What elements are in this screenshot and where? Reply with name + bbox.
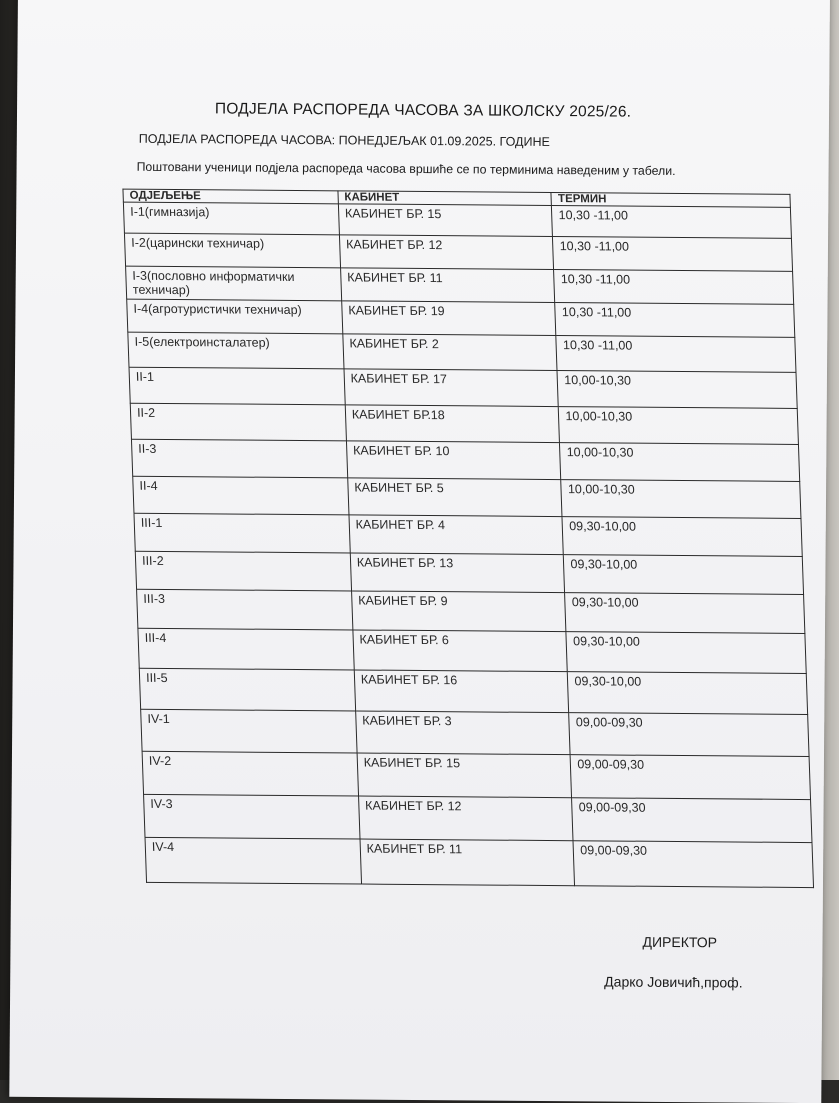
cell-department: IV-3: [144, 794, 360, 839]
cell-cabinet: КАБИНЕТ БР. 13: [350, 553, 565, 593]
cell-cabinet: КАБИНЕТ БР.18: [345, 405, 560, 443]
table-body: [123, 202, 813, 887]
cell-time: 10,30 -11,00: [552, 206, 792, 239]
cell-cabinet: КАБИНЕТ БР. 10: [346, 441, 561, 480]
cell-department: III-2: [135, 551, 351, 591]
cell-department: I-3(пословно информатички техничар): [126, 266, 342, 301]
cell-cabinet: КАБИНЕТ БР. 3: [355, 711, 570, 755]
table-row: [142, 751, 810, 799]
document-title: ПОДЈЕЛА РАСПОРЕДА ЧАСОВА ЗА ШКОЛСКУ 2025/26.: [214, 100, 632, 121]
cell-time: 09,00-09,30: [573, 841, 813, 888]
cell-time: 09,00-09,30: [569, 713, 809, 757]
cell-department: II-3: [131, 439, 347, 478]
cell-time: 09,30-10,00: [568, 672, 808, 715]
table-row: [139, 668, 807, 714]
cell-time: 10,30 -11,00: [555, 303, 795, 338]
cell-department: III-4: [138, 628, 354, 670]
cell-cabinet: КАБИНЕТ БР. 15: [338, 204, 553, 237]
table-row: [127, 299, 795, 337]
cell-cabinet: КАБИНЕТ БР. 12: [339, 235, 554, 270]
table-row: [135, 551, 803, 594]
cell-department: I-4(агротуристички техничар): [127, 299, 343, 334]
cell-department: IV-1: [141, 709, 357, 753]
cell-department: II-1: [129, 367, 345, 405]
cell-cabinet: КАБИНЕТ БР. 4: [349, 515, 564, 555]
cell-cabinet: КАБИНЕТ БР. 6: [353, 630, 568, 672]
cell-time: 10,00-10,30: [561, 480, 801, 519]
cell-time: 09,30-10,00: [564, 555, 804, 595]
table-row: [131, 439, 799, 481]
cell-cabinet: КАБИНЕТ БР. 5: [348, 478, 563, 517]
table-row: [133, 476, 801, 518]
cell-time: 10,30 -11,00: [553, 237, 793, 272]
header-cabinet: КАБИНЕТ: [338, 191, 552, 206]
cell-cabinet: КАБИНЕТ БР. 19: [341, 301, 556, 336]
cell-cabinet: КАБИНЕТ БР. 16: [354, 670, 569, 713]
cell-time: 09,30-10,00: [565, 593, 805, 634]
table-row: [130, 403, 798, 444]
table-row: [138, 628, 806, 673]
cell-cabinet: КАБИНЕТ БР. 15: [357, 753, 572, 798]
cell-time: 09,00-09,30: [572, 798, 812, 843]
cell-time: 09,30-10,00: [562, 517, 802, 557]
cell-time: 09,30-10,00: [566, 632, 806, 674]
table-row: [137, 589, 805, 633]
document-notice: Поштовани ученици подјела распореда часова вршиће се по терминима наведеним у табели.: [136, 159, 676, 178]
paper-sheet: [9, 0, 830, 1103]
cell-department: I-2(царински техничар): [124, 233, 340, 268]
cell-time: 10,00-10,30: [559, 407, 799, 445]
table-row: [134, 513, 802, 556]
cell-time: 10,30 -11,00: [556, 336, 796, 373]
header-time: ТЕРМИН: [551, 193, 790, 208]
table-row: [124, 233, 792, 271]
cell-cabinet: КАБИНЕТ БР. 17: [344, 369, 559, 407]
schedule-table: [122, 189, 814, 888]
cell-time: 09,00-09,30: [570, 755, 810, 800]
document-subtitle: ПОДЈЕЛА РАСПОРЕДА ЧАСОВА: ПОНЕДЈЕЉАК 01.09.2025. ГОДИНЕ: [138, 131, 550, 149]
signature-title: ДИРЕКТОР: [642, 933, 718, 951]
cell-cabinet: КАБИНЕТ БР. 11: [360, 839, 575, 886]
signature-name: Дарко Јовичић,проф.: [604, 973, 743, 991]
cell-department: III-1: [134, 513, 350, 553]
cell-department: III-3: [137, 589, 353, 630]
table-row: [128, 332, 796, 372]
cell-cabinet: КАБИНЕТ БР. 2: [343, 334, 558, 371]
cell-time: 10,00-10,30: [560, 443, 800, 482]
cell-department: I-1(гимназија): [123, 202, 339, 235]
cell-cabinet: КАБИНЕТ БР. 11: [340, 268, 555, 303]
cell-department: I-5(електроинсталатер): [128, 332, 344, 369]
cell-cabinet: КАБИНЕТ БР. 12: [358, 796, 573, 841]
header-department: ОДЈЕЉЕЊЕ: [123, 189, 338, 204]
cell-time: 10,30 -11,00: [554, 270, 794, 305]
table-row: [126, 266, 794, 304]
table-row: [145, 837, 814, 887]
cell-department: III-5: [139, 668, 355, 711]
cell-department: IV-4: [145, 837, 361, 884]
table-row: [129, 367, 797, 408]
cell-cabinet: КАБИНЕТ БР. 9: [351, 591, 566, 632]
table-row: [144, 794, 812, 842]
cell-department: II-4: [133, 476, 349, 515]
cell-department: IV-2: [142, 751, 358, 796]
table-row: [141, 709, 809, 756]
cell-department: II-2: [130, 403, 346, 441]
cell-time: 10,00-10,30: [557, 371, 797, 409]
